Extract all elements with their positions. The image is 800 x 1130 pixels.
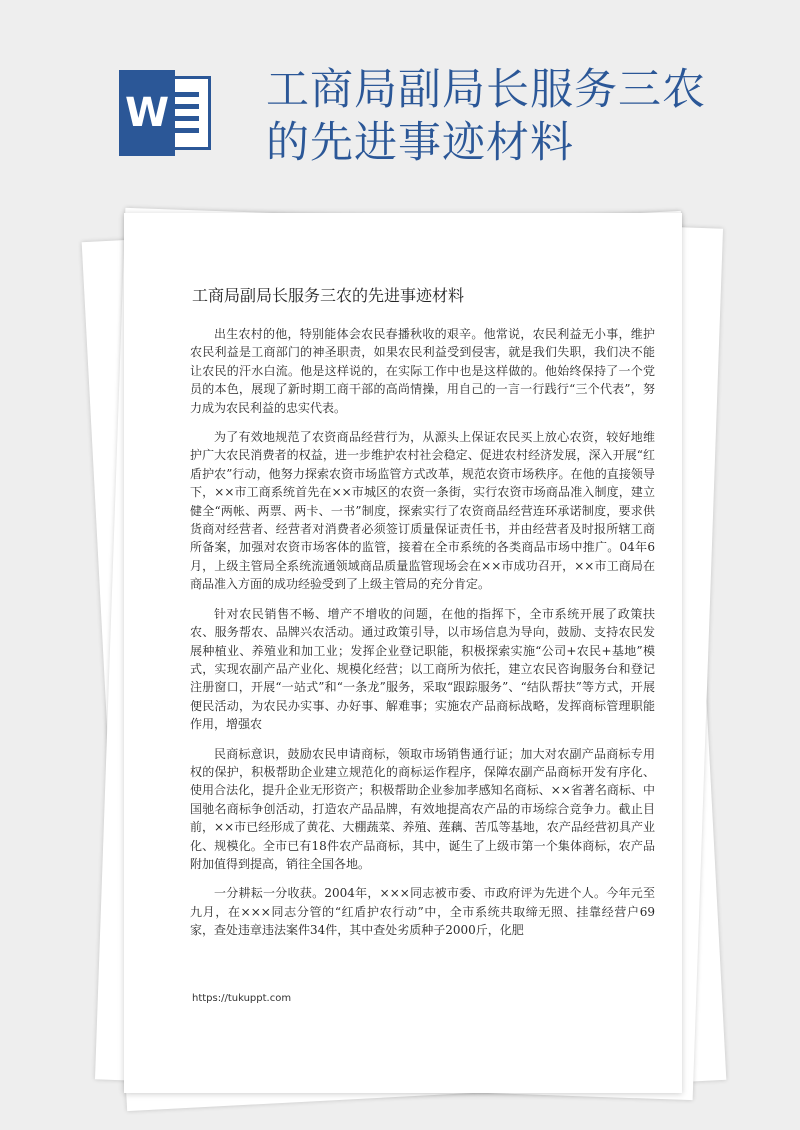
page-title-line-2: 的先进事迹材料 xyxy=(266,118,574,168)
body-paragraph-2: 为了有效地规范了农资商品经营行为，从源头上保证农民买上放心农资，较好地维护广大农民消费者的权益，进一步维护农村社会稳定、促进农村经济发展，深入开展“红盾护农”行动，他努力探索农资市场监管方式改革，规范农资市场秩序。在他的直接领导下，××市工商系统首先在××市城区的农资一条街，实行农资市场商品准入制度，建立健全“两帐、两票、两卡、一书”制度，探索实行了农资商品经营连环承诺制度，要求供货商对经营者、经营者对消费者必须签订质量保证责任书，并由经营者及时报所辖工商所备案，加强对农资市场客体的监管，接着在全市系统的各类商品市场中推广。04年6月，上级主管局全系统流通领域商品质量监管现场会在××市成功召开，××市工商局在商品准入方面的成功经验受到了上级主管局的充分肯定。 xyxy=(190,430,655,592)
footer-url: https://tukuppt.com xyxy=(192,993,292,1004)
word-w-letter: W xyxy=(119,70,175,156)
body-paragraph-3: 针对农民销售不畅、增产不增收的问题，在他的指挥下，全市系统开展了政策扶农、服务帮农、品牌兴农活动。通过政策引导，以市场信息为导向，鼓励、支持农民发展种植业、养殖业和加工业；发挥企业登记职能，积极探索实施“公司+农民+基地”模式，实现农副产品产业化、规模化经营；以工商所为依托，建立农民咨询服务台和登记注册窗口，开展“一站式”和“一条龙”服务，采取“跟踪服务”、“结队帮扶”等方式，开展便民活动，为农民办实事、办好事、解难事；实施农产品商标战略，发挥商标管理职能作用，增强农 xyxy=(190,606,655,732)
header xyxy=(0,0,800,200)
body-paragraph-4: 民商标意识，鼓励农民申请商标，领取市场销售通行证；加大对农副产品商标专用权的保护，积极帮助企业建立规范化的商标运作程序，保障农副产品商标开发有序化、使用合法化，提升企业无形资产；积极帮助企业参加孝感知名商标、××省著名商标、中国驰名商标争创活动，打造农产品品牌，有效地提高农产品的市场综合竞争力。截止目前，××市已经形成了黄花、大棚蔬菜、养殖、莲藕、苦瓜等基地，农产品经营初具产业化、规模化。全市已有18件农产品商标，其中，诞生了上级市第一个集体商标，农产品附加值得到提高，销往全国各地。 xyxy=(190,746,655,871)
page-title xyxy=(266,64,786,170)
document-page xyxy=(124,213,682,1093)
document-body xyxy=(190,325,655,951)
body-paragraph-1: 出生农村的他，特别能体会农民春播秋收的艰辛。他常说，农民利益无小事，维护农民利益是工商部门的神圣职责，如果农民利益受到侵害，就是我们失职，我们决不能让农民的汗水白流。他是这样说的，在实际工作中也是这样做的。他始终保持了一个党员的本色，展现了新时期工商干部的高尚情操，用自己的一言一行践行“三个代表”，努力成为农民利益的忠实代表。 xyxy=(190,327,655,415)
word-document-icon xyxy=(113,70,217,156)
page-title-line-1: 工商局副局长服务三农 xyxy=(266,65,706,115)
document-title: 工商局副局长服务三农的先进事迹材料 xyxy=(192,286,465,305)
body-paragraph-5: 一分耕耘一分收获。2004年，×××同志被市委、市政府评为先进个人。今年元至九月，在×××同志分管的“红盾护农行动”中，全市系统共取缔无照、挂靠经营户69家，查处违章违法案件34件，其中查处劣质种子2000斤，化肥 xyxy=(190,886,655,938)
